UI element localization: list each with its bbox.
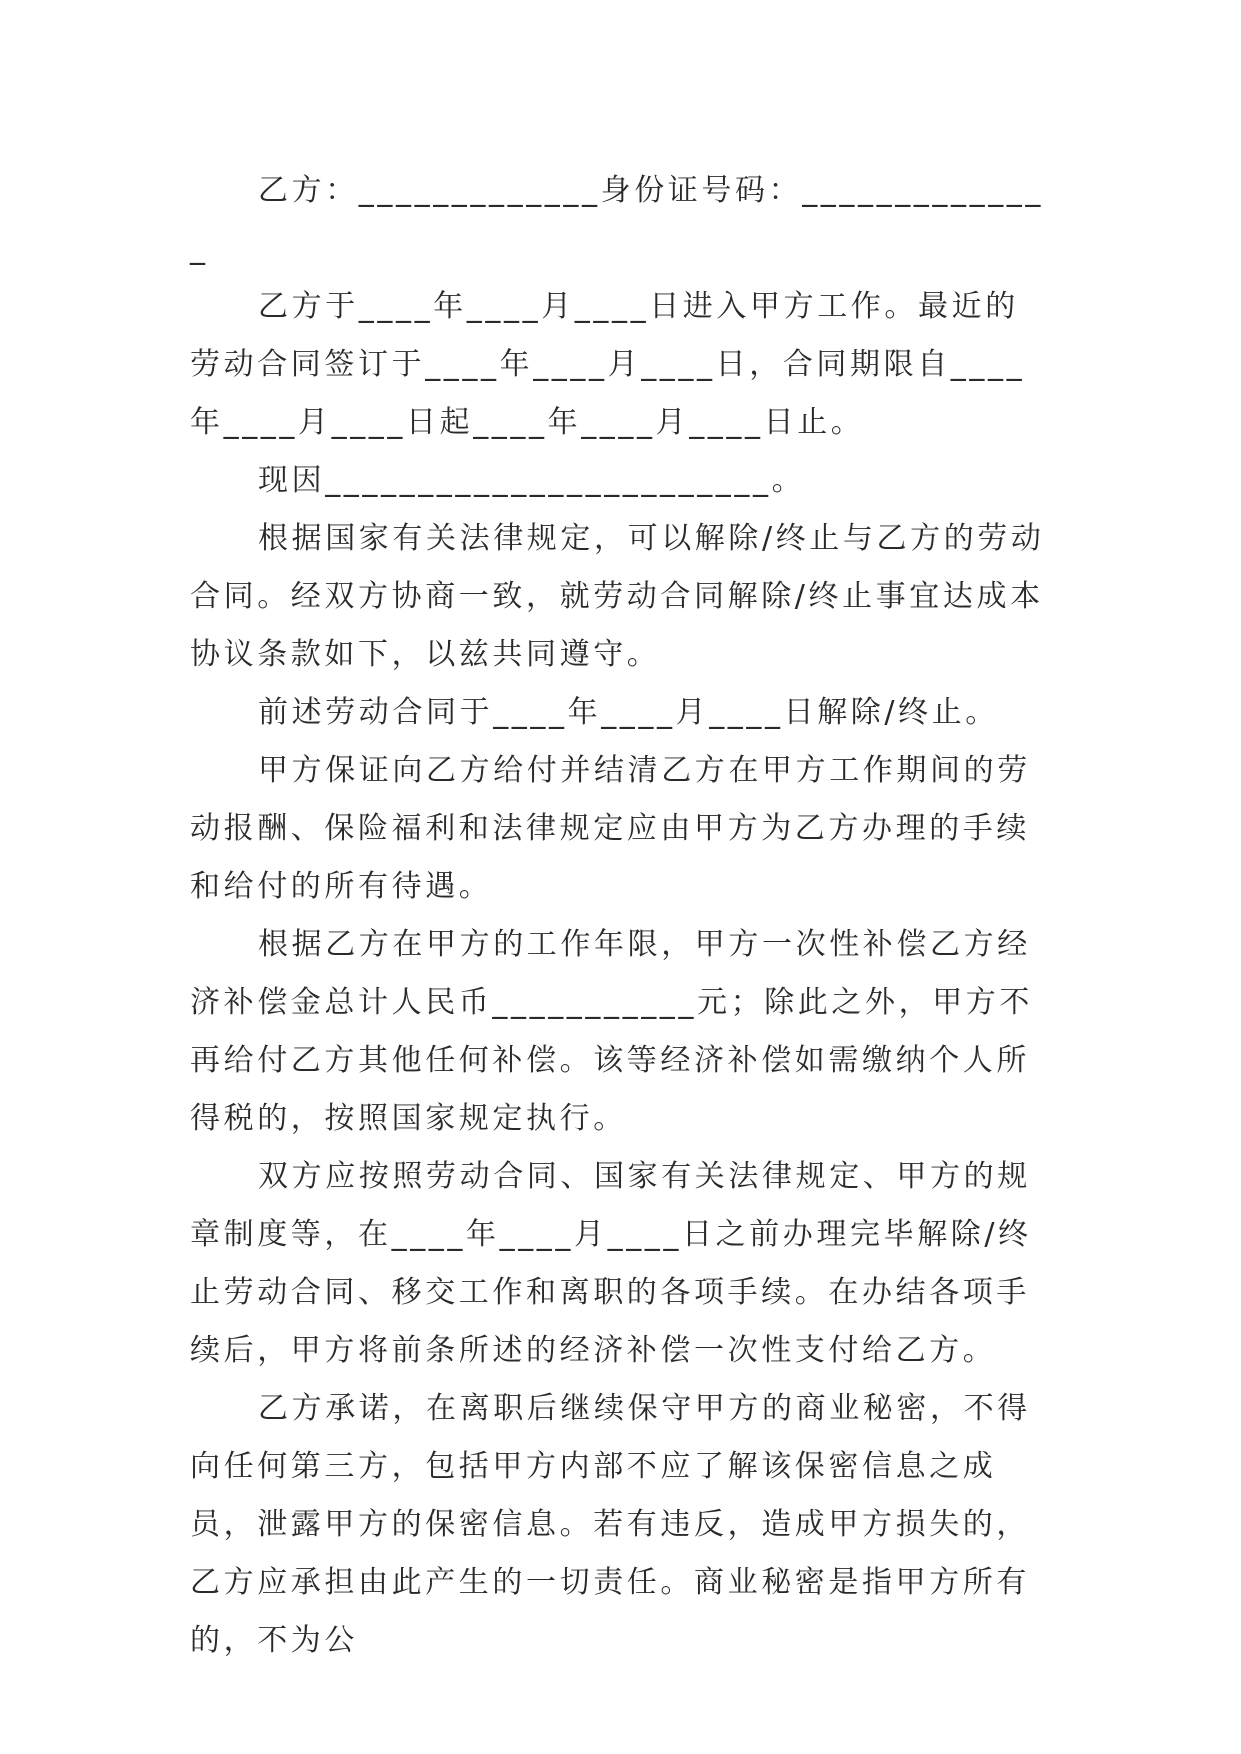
legal-basis-paragraph: 根据国家有关法律规定，可以解除/终止与乙方的劳动合同。经双方协商一致，就劳动合同解除/终止事宜达成本协议条款如下，以兹共同遵守。 (190, 521, 1045, 672)
payment-guarantee-paragraph: 甲方保证向乙方给付并结清乙方在甲方工作期间的劳动报酬、保险福利和法律规定应由甲方为乙方办理的手续和给付的所有待遇。 (190, 753, 1031, 904)
compensation-paragraph: 根据乙方在甲方的工作年限，甲方一次性补偿乙方经济补偿金总计人民币___________元；除此之外，甲方不再给付乙方其他任何补偿。该等经济补偿如需缴纳个人所得税的，按照国家规定执行。 (190, 927, 1033, 1136)
reason-line: 现因________________________。 (258, 463, 806, 498)
confidentiality-paragraph: 乙方承诺，在离职后继续保守甲方的商业秘密，不得向任何第三方，包括甲方内部不应了解该保密信息之成员，泄露甲方的保密信息。若有违反，造成甲方损失的，乙方应承担由此产生的一切责任。商业秘密是指甲方所有的，不为公 (190, 1391, 1031, 1658)
employment-dates-paragraph: 乙方于____年____月____日进入甲方工作。最近的劳动合同签订于____年____月____日，合同期限自____年____月____日起____年____月____日止。 (190, 289, 1026, 440)
handover-procedures-paragraph: 双方应按照劳动合同、国家有关法律规定、甲方的规章制度等，在____年____月____日之前办理完毕解除/终止劳动合同、移交工作和离职的各项手续。在办结各项手续后，甲方将前条所述的经济补偿一次性支付给乙方。 (190, 1159, 1032, 1368)
termination-date-paragraph: 前述劳动合同于____年____月____日解除/终止。 (258, 695, 999, 730)
party-b-id-line: 乙方：_____________身份证号码：______________ (190, 173, 1044, 266)
document-body (190, 162, 1050, 1670)
